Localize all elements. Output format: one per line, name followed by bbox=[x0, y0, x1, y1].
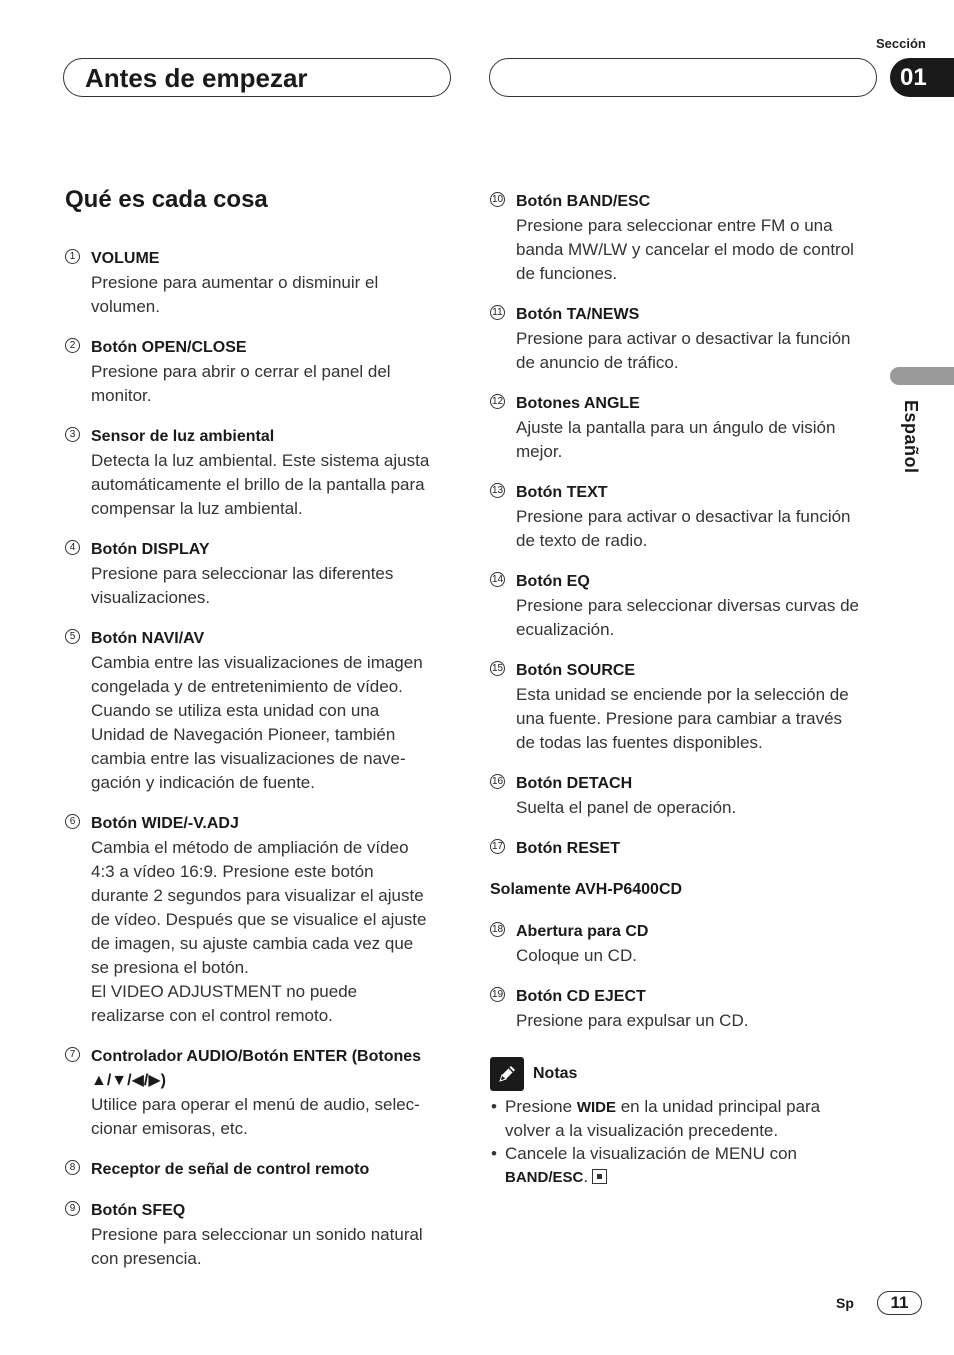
feature-item bbox=[65, 1158, 435, 1182]
right-item-list bbox=[490, 190, 860, 861]
item-description bbox=[516, 944, 860, 968]
header-title-box bbox=[63, 58, 451, 97]
description-paragraph: Esta unidad se enciende por la selección de una fuente. Presione para cambiar a través de todas las fuentes disponibles. bbox=[516, 685, 849, 752]
item-description bbox=[91, 651, 435, 795]
item-number-circle: 6 bbox=[65, 814, 80, 829]
item-number-circle: 13 bbox=[491, 485, 504, 496]
feature-item bbox=[490, 570, 860, 642]
note-text: Presione bbox=[505, 1097, 577, 1116]
language-label: Español bbox=[901, 400, 921, 474]
left-item-list bbox=[65, 247, 435, 1271]
feature-item bbox=[65, 336, 435, 408]
item-description bbox=[516, 505, 860, 553]
footer-language-code: Sp bbox=[836, 1295, 854, 1311]
feature-item bbox=[65, 425, 435, 521]
item-number-circle: 8 bbox=[65, 1160, 80, 1175]
feature-item bbox=[490, 659, 860, 755]
item-title: Receptor de señal de control remoto bbox=[91, 1161, 370, 1178]
description-paragraph: Presione para seleccionar las diferentes visualizaciones. bbox=[91, 564, 394, 607]
feature-item bbox=[490, 772, 860, 820]
section-number-badge: 01 bbox=[890, 58, 954, 97]
item-title: Botón TEXT bbox=[516, 484, 608, 501]
description-paragraph: Presione para activar o desactivar la función de anuncio de tráfico. bbox=[516, 329, 851, 372]
item-number-circle: 11 bbox=[490, 305, 505, 320]
item-number-circle: 5 bbox=[65, 629, 80, 644]
item-title: Botón SOURCE bbox=[516, 662, 636, 679]
feature-item bbox=[490, 481, 860, 553]
item-title: Botón BAND/ESC bbox=[516, 193, 651, 210]
feature-item bbox=[65, 1045, 435, 1141]
feature-item bbox=[490, 985, 860, 1033]
description-paragraph: Presione para seleccionar un sonido natural con presencia. bbox=[91, 1225, 423, 1268]
item-number-circle: 2 bbox=[65, 338, 80, 353]
item-number-circle: 17 bbox=[491, 841, 504, 852]
feature-item bbox=[490, 837, 860, 861]
feature-item bbox=[490, 190, 860, 286]
description-paragraph: Presione para abrir o cerrar el panel del monitor. bbox=[91, 362, 391, 405]
notes-header bbox=[490, 1057, 860, 1091]
item-title: Botón OPEN/CLOSE bbox=[91, 339, 247, 356]
item-description bbox=[91, 360, 435, 408]
description-paragraph: Presione para seleccionar diversas curvas de ecualización. bbox=[516, 596, 860, 639]
item-description bbox=[91, 562, 435, 610]
item-title: Botón DISPLAY bbox=[91, 541, 210, 558]
description-paragraph: Presione para seleccionar entre FM o una banda MW/LW y cancelar el modo de control de funciones. bbox=[516, 216, 854, 283]
item-title: Botón SFEQ bbox=[91, 1202, 186, 1219]
page-number: 11 bbox=[877, 1291, 922, 1315]
item-description bbox=[91, 271, 435, 319]
item-title: Controlador AUDIO/Botón ENTER (Botones ▲/▼/◀/▶) bbox=[91, 1048, 422, 1089]
item-title: Botón EQ bbox=[516, 573, 590, 590]
section-label: Sección bbox=[876, 36, 926, 51]
feature-item bbox=[65, 1199, 435, 1271]
note-item bbox=[490, 1142, 860, 1189]
item-number-circle: 15 bbox=[491, 663, 504, 674]
note-item bbox=[490, 1095, 860, 1142]
description-paragraph: Presione para expulsar un CD. bbox=[516, 1011, 749, 1030]
item-description bbox=[516, 796, 860, 820]
item-number-circle: 7 bbox=[65, 1047, 80, 1062]
model-subheading: Solamente AVH-P6400CD bbox=[490, 881, 683, 898]
description-paragraph: Detecta la luz ambiental. Este sistema ajusta automáticamente el brillo de la pantalla para compensar la luz ambiental. bbox=[91, 451, 430, 518]
description-paragraph: Presione para aumentar o disminuir el volumen. bbox=[91, 273, 379, 316]
item-description bbox=[91, 449, 435, 521]
item-number-circle: 12 bbox=[491, 396, 504, 407]
feature-item bbox=[65, 247, 435, 319]
header-empty-box bbox=[489, 58, 877, 97]
description-paragraph: Ajuste la pantalla para un ángulo de visión mejor. bbox=[516, 418, 836, 461]
item-title: Sensor de luz ambiental bbox=[91, 428, 275, 445]
item-number-circle: 1 bbox=[65, 249, 80, 264]
item-description bbox=[91, 1223, 435, 1271]
description-paragraph: El VIDEO ADJUSTMENT no puede realizarse con el control remoto. bbox=[91, 982, 358, 1025]
description-paragraph: Suelta el panel de operación. bbox=[516, 798, 737, 817]
feature-item bbox=[65, 538, 435, 610]
item-description bbox=[516, 594, 860, 642]
feature-item bbox=[65, 812, 435, 1028]
item-description bbox=[516, 1009, 860, 1033]
item-number-circle: 14 bbox=[491, 574, 504, 585]
note-text: Cancele la visualización de MENU con bbox=[505, 1144, 797, 1163]
item-number-circle: 19 bbox=[491, 989, 504, 1000]
left-column bbox=[65, 186, 435, 1288]
item-description bbox=[91, 1093, 435, 1141]
item-description bbox=[91, 836, 435, 1028]
item-number-circle: 4 bbox=[65, 540, 80, 555]
item-description bbox=[516, 214, 860, 286]
item-number-circle: 16 bbox=[491, 776, 504, 787]
item-title: Botón RESET bbox=[516, 840, 620, 857]
item-number-circle: 9 bbox=[65, 1201, 80, 1216]
description-paragraph: Cambia entre las visualizaciones de imagen congelada y de entretenimiento de vídeo. Cuando se utiliza esta unidad con una Unidad de Navegación Pioneer, también cambia entre las visualizaciones de nave-gación y indicación de fuente. bbox=[91, 653, 423, 792]
right-column bbox=[490, 190, 860, 1189]
language-tab-marker bbox=[890, 367, 954, 385]
notes-title: Notas bbox=[533, 1065, 578, 1082]
feature-item bbox=[490, 303, 860, 375]
item-description bbox=[516, 416, 860, 464]
item-number-circle: 3 bbox=[65, 427, 80, 442]
item-number-circle: 18 bbox=[491, 924, 504, 935]
item-title: Botones ANGLE bbox=[516, 395, 640, 412]
item-title: Botón DETACH bbox=[516, 775, 633, 792]
description-paragraph: Utilice para operar el menú de audio, selec-cionar emisoras, etc. bbox=[91, 1095, 420, 1138]
feature-item bbox=[490, 920, 860, 968]
end-mark-icon bbox=[592, 1169, 607, 1184]
section-heading: Qué es cada cosa bbox=[65, 186, 268, 213]
description-paragraph: Coloque un CD. bbox=[516, 946, 637, 965]
note-text: en la unidad principal para volver a la visualización precedente. bbox=[505, 1097, 821, 1140]
feature-item bbox=[490, 392, 860, 464]
page-title: Antes de empezar bbox=[85, 63, 308, 93]
description-paragraph: Cambia el método de ampliación de vídeo 4:3 a vídeo 16:9. Presione este botón durante 2 segundos para visualizar el ajuste de vídeo. Después que se visualice el ajuste de imagen, su ajuste cambia cada vez que se presiona el botón. bbox=[91, 838, 427, 977]
right-item-list-2 bbox=[490, 920, 860, 1033]
note-text: . bbox=[583, 1167, 589, 1186]
description-paragraph: Presione para activar o desactivar la función de texto de radio. bbox=[516, 507, 851, 550]
item-description bbox=[516, 683, 860, 755]
item-title: VOLUME bbox=[91, 250, 160, 267]
item-description bbox=[516, 327, 860, 375]
item-number-circle: 10 bbox=[491, 194, 504, 205]
feature-item bbox=[65, 627, 435, 795]
item-title: Botón TA/NEWS bbox=[516, 306, 640, 323]
item-title: Botón CD EJECT bbox=[516, 988, 646, 1005]
note-key-wide: WIDE bbox=[576, 1099, 616, 1116]
pencil-note-icon bbox=[490, 1057, 524, 1091]
item-title: Botón WIDE/-V.ADJ bbox=[91, 815, 239, 832]
item-title: Abertura para CD bbox=[516, 923, 649, 940]
item-title: Botón NAVI/AV bbox=[91, 630, 205, 647]
note-key-band-esc: BAND/ESC bbox=[505, 1169, 584, 1186]
